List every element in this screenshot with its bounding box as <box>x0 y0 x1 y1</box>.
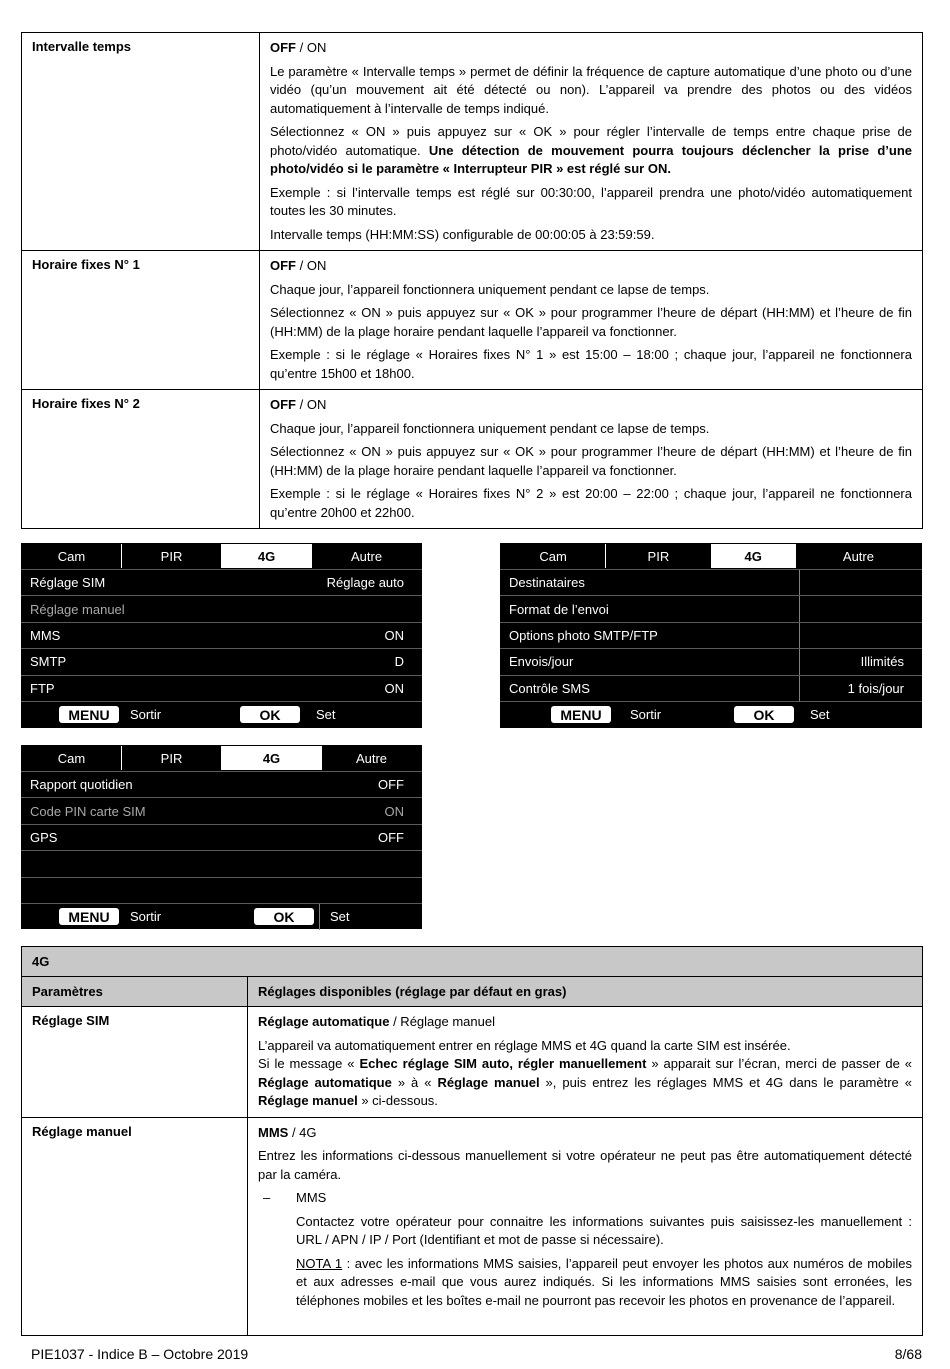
tab-pir[interactable]: PIR <box>606 544 711 568</box>
section-title: 4G <box>22 947 923 977</box>
menu-item[interactable]: Code PIN carte SIM ON <box>21 797 422 823</box>
menu-item[interactable]: Contrôle SMS 1 fois/jour <box>500 675 922 701</box>
menu-button[interactable]: MENU <box>59 908 119 925</box>
exit-label: Sortir <box>130 909 162 925</box>
param-name: Horaire fixes N° 2 <box>22 390 260 529</box>
exit-label: Sortir <box>130 707 162 723</box>
set-label: Set <box>330 909 350 925</box>
menu-screen-4g-1 <box>21 543 422 728</box>
tab-4g[interactable]: 4G <box>222 544 312 568</box>
menu-item[interactable]: Réglage SIM Réglage auto <box>21 569 422 595</box>
page-footer <box>31 1346 922 1362</box>
menu-item[interactable]: GPS OFF <box>21 824 422 850</box>
settings-table-4g <box>21 946 923 1336</box>
set-label: Set <box>316 707 336 723</box>
page-number: 8/68 <box>894 1346 922 1362</box>
tab-autre[interactable]: Autre <box>355 750 388 766</box>
menu-button[interactable]: MENU <box>551 706 611 723</box>
table-row <box>22 251 923 390</box>
tab-autre[interactable]: Autre <box>351 548 383 564</box>
menu-item[interactable]: Format de l’envoi <box>500 595 922 621</box>
menu-screen-4g-2 <box>500 543 922 728</box>
menu-item[interactable]: FTP ON <box>21 675 422 701</box>
menu-item[interactable]: Rapport quotidien OFF <box>21 771 422 797</box>
footer-divider <box>319 904 320 930</box>
param-description: MMS / 4G Entrez les informations ci-dessous manuellement si votre opérateur ne peut pas être automatiquement détecté par la caméra. – MMS Contactez votre opérateur pour connaitre les informations suivantes puis saisissez-les manuellement : URL / APN / IP / Port (Identifiant et mot de passe si nécessaire). NOTA 1 : avec les informations MMS saisies, l’appareil peut envoyer les photos aux numéros de mobiles et aux adresses e-mail que vous aurez indiqués. Si les informations MMS saisies sont erronées, les téléphones mobiles et les boîtes e-mail ne pourront pas recevoir les photos en provenance de l’appareil. <box>248 1117 923 1335</box>
param-description: OFF / ON Chaque jour, l’appareil fonctionnera uniquement pendant ce lapse de temps. Sélectionnez « ON » puis appuyez sur « OK » pour programmer l’heure de départ (HH:MM) et l’heure de fin (HH:MM) de la plage horaire pendant laquelle l’appareil va fonctionner. Exemple : si le réglage « Horaires fixes N° 1 » est 15:00 – 18:00 ; chaque jour, l’appareil ne fonctionnera qu’entre 15h00 et 18h00. <box>260 251 923 390</box>
tab-autre[interactable]: Autre <box>842 548 874 564</box>
exit-label: Sortir <box>630 707 662 723</box>
menu-item-empty <box>21 877 422 903</box>
menu-item[interactable]: Envois/jour Illimités <box>500 648 922 674</box>
menu-item[interactable]: Destinataires <box>500 569 922 595</box>
settings-table-top <box>21 32 923 529</box>
table-row <box>22 1117 923 1335</box>
table-row <box>22 1007 923 1118</box>
menu-item[interactable]: MMS ON <box>21 622 422 648</box>
param-description: OFF / ON Chaque jour, l’appareil fonctionnera uniquement pendant ce lapse de temps. Sélectionnez « ON » puis appuyez sur « OK » pour programmer l’heure de départ (HH:MM) et l’heure de fin (HH:MM) de la plage horaire pendant laquelle l’appareil va fonctionner. Exemple : si le réglage « Horaires fixes N° 2 » est 20:00 – 22:00 ; chaque jour, l’appareil ne fonctionnera qu’entre 20h00 et 22h00. <box>260 390 923 529</box>
ok-button[interactable]: OK <box>240 706 300 723</box>
param-name: Réglage manuel <box>22 1117 248 1335</box>
column-header: Paramètres <box>22 977 248 1007</box>
tab-pir[interactable]: PIR <box>122 746 222 770</box>
menu-button[interactable]: MENU <box>59 706 119 723</box>
ok-button[interactable]: OK <box>734 706 794 723</box>
menu-footer <box>21 903 422 930</box>
table-row <box>22 390 923 529</box>
menu-item[interactable]: SMTP D <box>21 648 422 674</box>
param-name: Intervalle temps <box>22 33 260 251</box>
menu-tabs <box>21 745 422 771</box>
tab-4g[interactable]: 4G <box>222 746 322 770</box>
menu-tabs <box>500 543 922 569</box>
tab-cam[interactable]: Cam <box>22 544 122 568</box>
param-name: Réglage SIM <box>22 1007 248 1118</box>
param-name: Horaire fixes N° 1 <box>22 251 260 390</box>
menu-footer <box>500 701 922 728</box>
section-header-row <box>22 947 923 977</box>
list-item: – MMS <box>263 1190 327 1205</box>
menu-tabs <box>21 543 422 569</box>
menu-footer <box>21 701 422 728</box>
column-header-row <box>22 977 923 1007</box>
menu-screen-4g-3 <box>21 745 422 929</box>
menu-item-empty <box>21 850 422 876</box>
tab-pir[interactable]: PIR <box>122 544 222 568</box>
tab-4g[interactable]: 4G <box>712 544 796 568</box>
column-header: Réglages disponibles (réglage par défaut en gras) <box>248 977 923 1007</box>
menu-item[interactable]: Réglage manuel <box>21 595 422 621</box>
set-label: Set <box>810 707 830 723</box>
param-description: OFF / ON Le paramètre « Intervalle temps » permet de définir la fréquence de capture automatique d’une photo ou d’une vidéo (qu’un mouvement ait été détecté ou non). L’appareil va prendre des photos ou des vidéos automatiquement à l’intervalle de temps indiqué. Sélectionnez « ON » puis appuyez sur « OK » pour régler l’intervalle de temps entre chaque prise de photo/vidéo automatique. Une détection de mouvement pourra toujours déclencher la prise d’une photo/vidéo si le paramètre « Interrupteur PIR » est réglé sur ON. Exemple : si l’intervalle temps est réglé sur 00:30:00, l’appareil prendra une photo/vidéo automatiquement toutes les 30 minutes. Intervalle temps (HH:MM:SS) configurable de 00:00:05 à 23:59:59. <box>260 33 923 251</box>
document-reference: PIE1037 - Indice B – Octobre 2019 <box>31 1346 249 1362</box>
tab-cam[interactable]: Cam <box>501 544 606 568</box>
menu-item[interactable]: Options photo SMTP/FTP <box>500 622 922 648</box>
table-row <box>22 33 923 251</box>
tab-cam[interactable]: Cam <box>22 746 122 770</box>
param-description: Réglage automatique / Réglage manuel L’appareil va automatiquement entrer en réglage MMS et 4G quand la carte SIM est insérée. Si le message « Echec réglage SIM auto, régler manuellement » apparait sur l’écran, merci de passer de « Réglage automatique » à « Réglage manuel », puis entrez les réglages MMS et 4G dans le paramètre « Réglage manuel » ci-dessous. <box>248 1007 923 1118</box>
ok-button[interactable]: OK <box>254 908 314 925</box>
